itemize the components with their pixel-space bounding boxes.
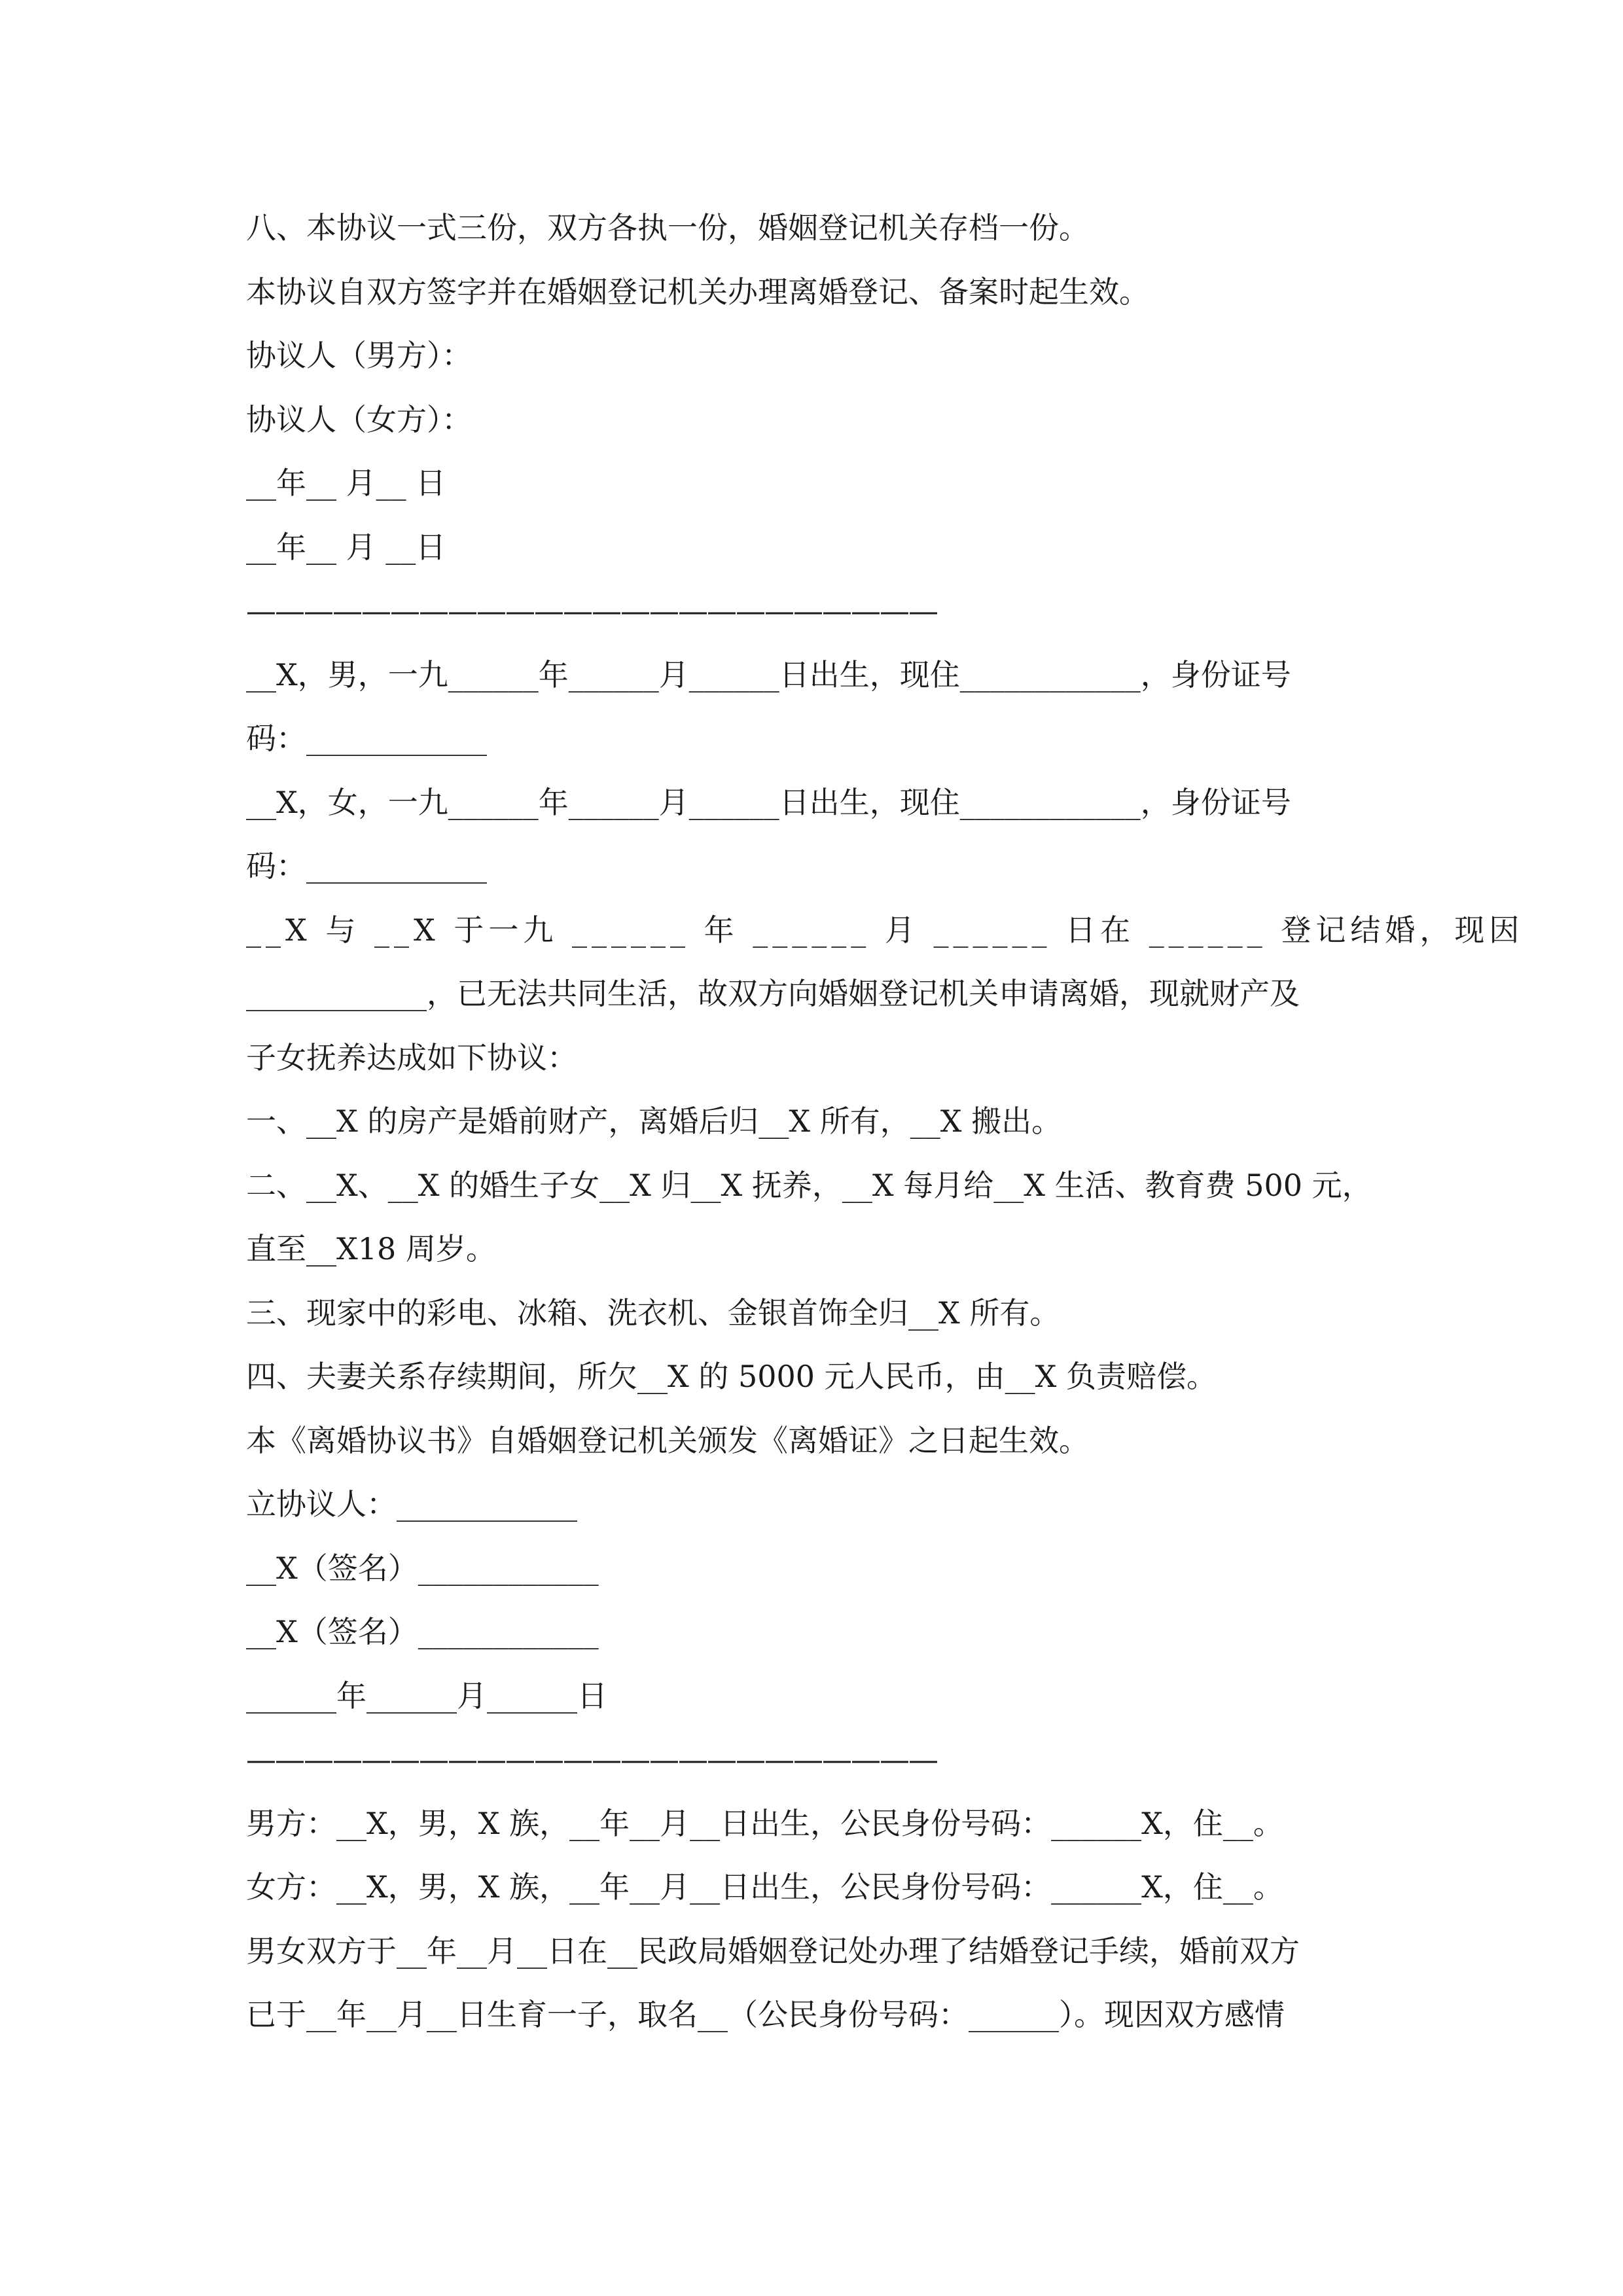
marriage-registration: 男女双方于__年__月__日在__民政局婚姻登记处办理了结婚登记手续，婚前双方 (246, 1933, 1300, 1969)
clause-8: 八、本协议一式三份，双方各执一份，婚姻登记机关存档一份。 (246, 210, 1089, 245)
document-body (246, 196, 1524, 2047)
marriage-statement: __X 与 __X 于一九 ______ 年 ______ 月 ______ 日在 ______ 登记结婚，现因 (246, 912, 1524, 948)
agreement-signer: 立协议人：____________ (246, 1486, 577, 1522)
male-party: 男方：__X，男，X 族，__年__月__日出生，公民身份号码：______X，住__。 (246, 1805, 1283, 1841)
signature-date: ______年______月______日 (246, 1677, 607, 1713)
female-id: 码：____________ (246, 848, 487, 884)
signer-female: 协议人（女方）： (246, 401, 472, 437)
effective-clause: 本协议自双方签字并在婚姻登记机关办理离婚登记、备案时起生效。 (246, 274, 1149, 310)
clause-2: 二、__X、__X 的婚生子女__X 归__X 抚养，__X 每月给__X 生活、教育费 500 元， (246, 1167, 1372, 1203)
male-id: 码：____________ (246, 721, 487, 756)
date-line-1: __年__ 月__ 日 (246, 465, 446, 501)
section-divider-2: ———————————————————————— (246, 1742, 937, 1777)
clause-2-cont: 直至__X18 周岁。 (246, 1231, 496, 1266)
agreement-intro: 子女抚养达成如下协议： (246, 1039, 577, 1075)
marriage-statement-cont: ____________，已无法共同生活，故双方向婚姻登记机关申请离婚，现就财产及 (246, 976, 1300, 1011)
date-line-2: __年__ 月 __日 (246, 529, 446, 565)
clause-1: 一、__X 的房产是婚前财产，离婚后归__X 所有，__X 搬出。 (246, 1103, 1062, 1139)
male-info: __X，男，一九______年______月______日出生，现住____________，身份证号 (246, 656, 1291, 692)
signature-2: __X（签名）____________ (246, 1614, 599, 1649)
female-party: 女方：__X，男，X 族，__年__月__日出生，公民身份号码：______X，住__。 (246, 1869, 1283, 1905)
section-divider-1: ———————————————————————— (246, 593, 937, 628)
clause-4: 四、夫妻关系存续期间，所欠__X 的 5000 元人民币，由__X 负责赔偿。 (246, 1359, 1217, 1394)
clause-3: 三、现家中的彩电、冰箱、洗衣机、金银首饰全归__X 所有。 (246, 1295, 1060, 1331)
effective-statement: 本《离婚协议书》自婚姻登记机关颁发《离婚证》之日起生效。 (246, 1422, 1089, 1458)
child-statement: 已于__年__月__日生育一子，取名__（公民身份号码：______）。现因双方感情 (246, 1997, 1285, 2032)
female-info: __X，女，一九______年______月______日出生，现住____________，身份证号 (246, 784, 1291, 820)
signature-1: __X（签名）____________ (246, 1550, 599, 1586)
signer-male: 协议人（男方）： (246, 338, 472, 373)
